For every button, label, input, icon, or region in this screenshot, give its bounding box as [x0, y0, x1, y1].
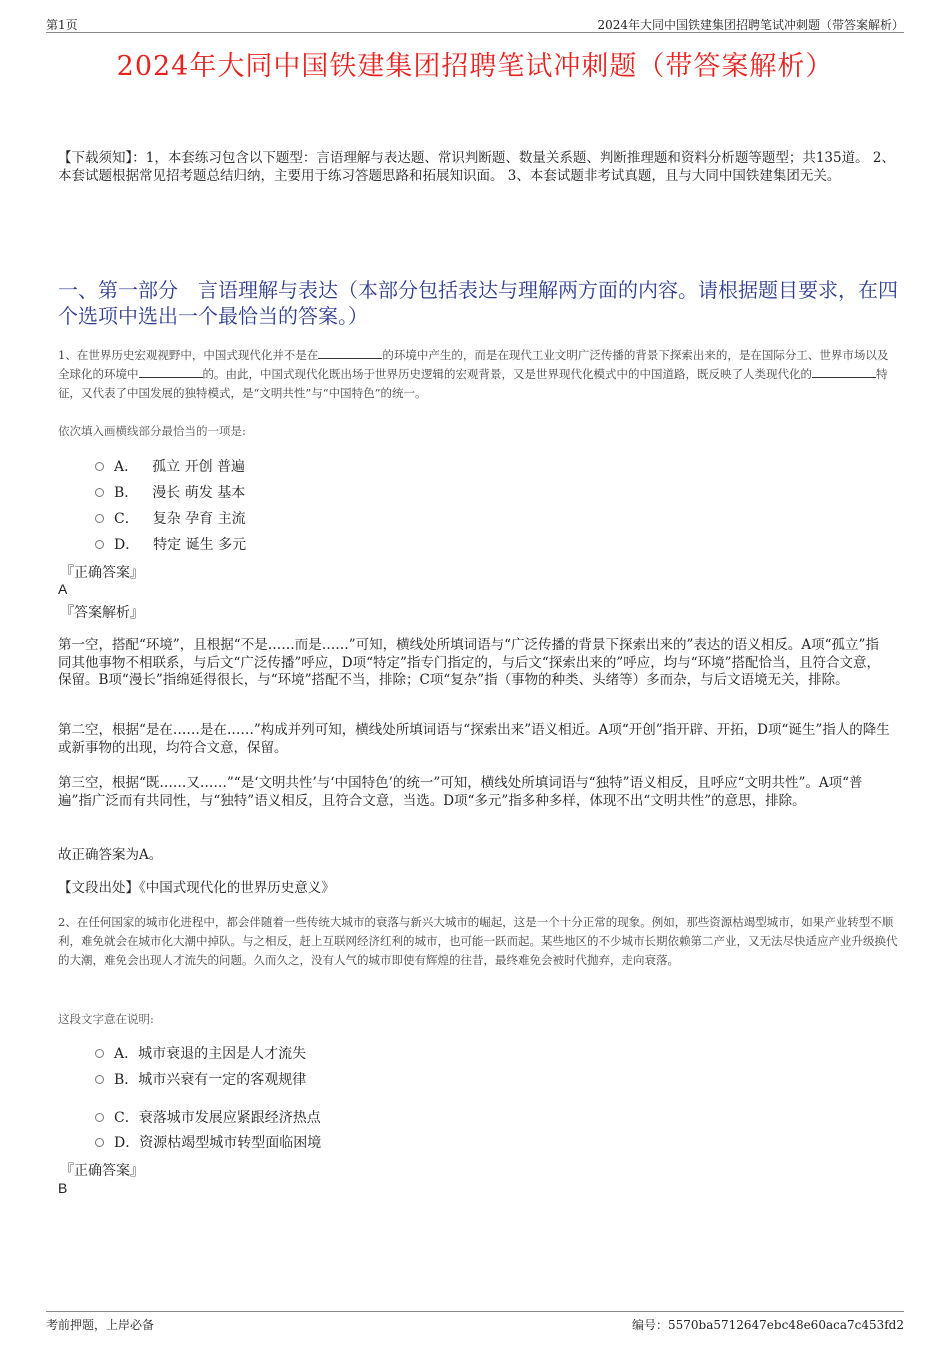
option-text: 复杂 孕育 主流 — [152, 511, 246, 527]
option-letter: C． — [114, 1110, 139, 1126]
option-text: 孤立 开创 普遍 — [152, 459, 246, 475]
option-text: 衰落城市发展应紧跟经济热点 — [138, 1110, 321, 1126]
fill-blank-2 — [139, 367, 203, 378]
option-letter: A． — [114, 1046, 139, 1062]
option-letter: B． — [114, 485, 139, 501]
q1-source: 【文段出处】《中国式现代化的世界历史意义》 — [58, 880, 335, 896]
radio-icon[interactable] — [95, 462, 104, 471]
question-1-text — [58, 346, 898, 403]
footer-doc-id: 编号：5570ba5712647ebc48e60aca7c453fd2 — [631, 1318, 904, 1332]
option-text: 城市兴衰有一定的客观规律 — [138, 1072, 307, 1088]
q1-analysis-blank-3: 第三空，根据“既……又……”“是‘文明共性’与‘中国特色’的统一”可知，横线处所填词语与“独特”语义相反，且呼应“文明共性”。A项“普遍”指广泛而有共同性，与“独特”语义相反，且符合文意，当选。D项“多元”指多种多样，体现不出“文明共性”的意思，排除。 — [58, 775, 863, 809]
question-2-prompt: 这段文字意在说明: — [58, 1012, 154, 1026]
radio-icon[interactable] — [95, 514, 104, 523]
q1-answer-tag: 『正确答案』 — [60, 565, 144, 581]
q1-option-a[interactable] — [95, 457, 245, 475]
q1-answer: A — [58, 581, 68, 597]
section-heading: 一、第一部分 言语理解与表达（本部分包括表达与理解两方面的内容。请根据题目要求，在四个选项中选出一个最恰当的答案。） — [58, 278, 898, 328]
download-notice: 【下载须知】：1，本套练习包含以下题型：言语理解与表达题、常识判断题、数量关系题、判断推理题和资料分析题等题型；共135道。 2、本套试题根据常见招考题总结归纳，主要用于练习答题思路和拓展知识面。 3、本套试题非考试真题，且与大同中国铁建集团无关。 — [58, 150, 895, 184]
fill-blank-1 — [318, 348, 382, 359]
radio-icon[interactable] — [95, 1075, 104, 1084]
q2-option-c[interactable] — [95, 1108, 321, 1126]
q1-analysis-conclusion: 故正确答案为A。 — [58, 847, 163, 863]
option-letter: B． — [114, 1072, 139, 1088]
fill-blank-3 — [812, 367, 876, 378]
page-header — [46, 14, 904, 33]
option-letter: D． — [114, 537, 140, 553]
radio-icon[interactable] — [95, 1138, 104, 1147]
option-letter: D． — [114, 1135, 140, 1151]
option-text: 漫长 萌发 基本 — [152, 485, 246, 501]
question-2-text: 2、在任何国家的城市化进程中，都会伴随着一些传统大城市的衰落与新兴大城市的崛起，这是一个十分正常的现象。例如，那些资源枯竭型城市，如果产业转型不顺利，难免就会在城市化大潮中掉队。与之相反，赶上互联网经济红利的城市，也可能一跃而起。某些地区的不少城市长期依赖第二产业，又无法尽快适应产业升级换代的大潮，难免会出现人才流失的问题。久而久之，没有人气的城市即使有辉煌的往昔，最终难免会被时代抛弃，走向衰落。 — [58, 915, 898, 967]
q1-analysis-blank-1: 第一空，搭配“环境”，且根据“不是……而是……”可知，横线处所填词语与“广泛传播的背景下探索出来的”表达的语义相反。A项“孤立”指同其他事物不相联系，与后文“广泛传播”呼应，D项“特定”指专门指定的，与后文“探索出来的”呼应，均与“环境”搭配恰当，且符合文意，保留。B项“漫长”指绵延得很长，与“环境”搭配不当，排除；C项“复杂”指（事物的种类、头绪等）多而杂，与后文语境无关，排除。 — [58, 637, 881, 688]
q2-answer-tag: 『正确答案』 — [60, 1163, 144, 1179]
q1-analysis-tag: 『答案解析』 — [60, 605, 144, 621]
radio-icon[interactable] — [95, 488, 104, 497]
option-text: 城市衰退的主因是人才流失 — [138, 1046, 307, 1062]
q1-analysis-blank-2: 第二空，根据“是在……是在……”构成并列可知，横线处所填词语与“探索出来”语义相近。A项“开创”指开辟、开拓，D项“诞生”指人的降生或新事物的出现，均符合文意，保留。 — [58, 722, 890, 756]
footer-slogan: 考前押题，上岸必备 — [46, 1318, 155, 1332]
question-1-part-c: 的。由此，中国式现代化既出场于世界历史逻辑的宏观背景，又是世界现代化模式中的中国道路，既反映了人类现代化的 — [202, 367, 812, 381]
page-footer — [46, 1311, 904, 1332]
question-1-prompt: 依次填入画横线部分最恰当的一项是: — [58, 424, 246, 438]
q2-option-a[interactable] — [95, 1044, 306, 1062]
q2-option-b[interactable] — [95, 1070, 306, 1088]
radio-icon[interactable] — [95, 1113, 104, 1122]
option-text: 资源枯竭型城市转型面临困境 — [139, 1135, 322, 1151]
q2-answer: B — [58, 1180, 68, 1196]
radio-icon[interactable] — [95, 540, 104, 549]
page-number-label: 第1页 — [46, 18, 78, 32]
q1-option-c[interactable] — [95, 509, 246, 527]
q1-option-d[interactable] — [95, 535, 246, 553]
document-title: 2024年大同中国铁建集团招聘笔试冲刺题（带答案解析） — [116, 51, 834, 82]
option-letter: C． — [114, 511, 139, 527]
q2-option-d[interactable] — [95, 1133, 321, 1151]
option-text: 特定 诞生 多元 — [153, 537, 247, 553]
question-1-part-d: 特征，又代表了中国发展的独特模式，是“文明共性”与“中国特色”的统一。 — [58, 367, 888, 400]
option-letter: A． — [114, 459, 139, 475]
question-1-part-a: 1、在世界历史宏观视野中，中国式现代化并不是在 — [58, 348, 319, 362]
radio-icon[interactable] — [95, 1049, 104, 1058]
question-1-part-b: 的环境中产生的，而是在现代工业文明广泛传播的背景下探索出来的，是在国际分工、世界市场以及全球化的环境中 — [58, 348, 889, 381]
q1-option-b[interactable] — [95, 483, 245, 501]
header-doc-title: 2024年大同中国铁建集团招聘笔试冲刺题（带答案解析） — [597, 18, 904, 32]
